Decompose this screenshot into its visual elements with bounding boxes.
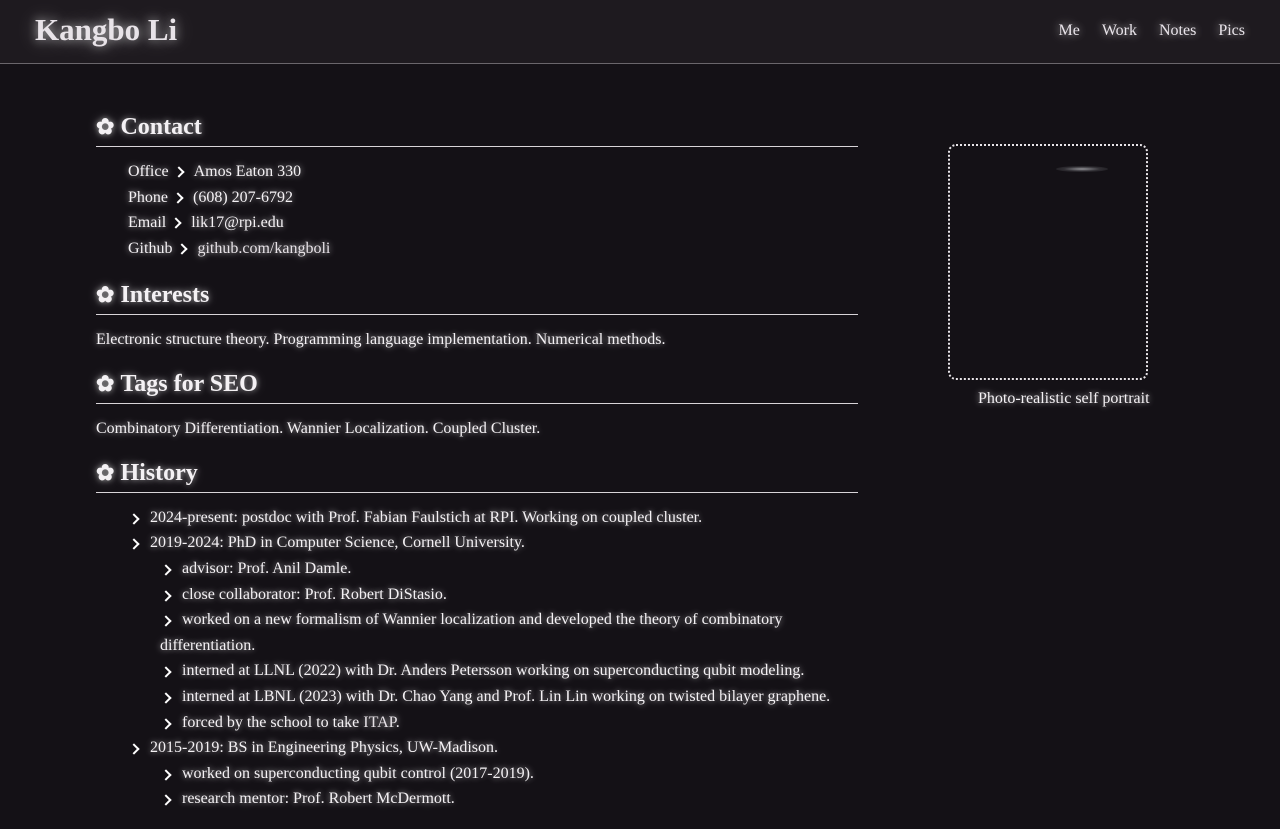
history-sublist [150,761,858,812]
flower-icon: ✿ [96,459,115,485]
contact-list [128,159,858,262]
history-subitem: close collaborator: Prof. Robert DiStasio. [160,582,858,608]
contact-row-office [128,159,858,185]
chevron-right-icon [128,513,139,524]
contact-row-email [128,210,858,236]
chevron-right-icon [172,192,183,203]
chevron-right-icon [160,590,171,601]
portrait-caption: Photo-realistic self portrait [978,390,1150,407]
history-subitem: worked on a new formalism of Wannier localization and developed the theory of combinatory differentiation. [160,611,783,654]
chevron-right-icon [173,166,184,177]
chevron-right-icon [160,769,171,780]
history-subitem: interned at LLNL (2022) with Dr. Anders Petersson working on superconducting qubit modeling. [160,658,858,684]
interests-section [96,279,858,351]
section-heading-history: ✿ History [96,457,858,493]
chevron-right-icon [160,795,171,806]
contact-label: Phone [128,188,168,206]
interests-text: Electronic structure theory. Programming language implementation. Numerical methods. [96,330,666,348]
history-sublist [150,556,858,735]
history-subitem: forced by the school to take ITAP. [160,710,858,736]
github-link[interactable]: github.com/kangboli [197,240,331,258]
portrait-image [1056,166,1108,172]
flower-icon: ✿ [96,370,115,396]
contact-row-github [128,236,858,262]
history-subitem: research mentor: Prof. Robert McDermott. [160,786,858,812]
nav-link-notes[interactable]: Notes [1159,22,1197,39]
flower-icon: ✿ [96,114,115,139]
contact-value: Amos Eaton 330 [193,163,302,180]
history-item: 2024-present: postdoc with Prof. Fabian Faulstich at RPI. Working on coupled cluster. [128,505,858,531]
chevron-right-icon [160,667,171,678]
contact-value: lik17@rpi.edu [191,214,284,232]
section-heading-tags: ✿ Tags for SEO [96,368,858,404]
history-list [96,505,858,812]
chevron-right-icon [160,718,171,729]
nav-link-work[interactable]: Work [1101,22,1137,39]
contact-section [96,111,858,262]
chevron-right-icon [128,539,139,550]
section-heading-contact: ✿ Contact [96,111,858,147]
chevron-right-icon [160,692,171,703]
history-subitem: interned at LBNL (2023) with Dr. Chao Yang and Prof. Lin Lin working on twisted bilayer graphene. [160,684,858,710]
site-title[interactable]: Kangbo Li [35,12,178,47]
tags-section [96,368,858,440]
chevron-right-icon [160,616,171,627]
chevron-right-icon [171,218,182,229]
contact-row-phone [128,185,858,211]
contact-label: Email [128,214,167,232]
chevron-right-icon [160,564,171,575]
nav-link-pics[interactable]: Pics [1218,22,1245,39]
top-nav [1059,22,1245,40]
contact-label: Office [128,163,169,180]
history-section [96,457,858,812]
history-item: 2015-2019: BS in Engineering Physics, UW-Madison. worked on superconducting qubit control (2017-2019). research mentor: Prof. Robert McDermott. [128,735,858,812]
history-subitem: advisor: Prof. Anil Damle. [160,556,858,582]
main-content [96,111,858,829]
history-subitem: worked on superconducting qubit control (2017-2019). [160,761,858,787]
flower-icon: ✿ [96,281,115,307]
itap-link[interactable]: ITAP [363,713,396,731]
tags-text: Combinatory Differentiation. Wannier Localization. Coupled Cluster. [96,419,541,437]
site-header [0,0,1280,64]
contact-value: (608) 207-6792 [193,188,293,206]
self-portrait-frame [948,144,1148,380]
chevron-right-icon [128,743,139,754]
chevron-right-icon [177,243,188,254]
contact-label: Github [128,240,173,258]
section-heading-interests: ✿ Interests [96,279,858,315]
history-item: 2019-2024: PhD in Computer Science, Cornell University. advisor: Prof. Anil Damle. close collaborator: Prof. Robert DiStasio. worked on a new formalism of Wannier localization and developed the theory of combinatory differentiation. interned at LLNL (2022) with Dr. Anders Petersson working on superconducting qubit modeling. interned at LBNL (2023) with Dr. Chao Yang and Prof. Lin Lin working on twisted bilayer graphene. forced by the school to take ITAP. [128,530,858,735]
nav-link-me[interactable]: Me [1058,22,1080,39]
